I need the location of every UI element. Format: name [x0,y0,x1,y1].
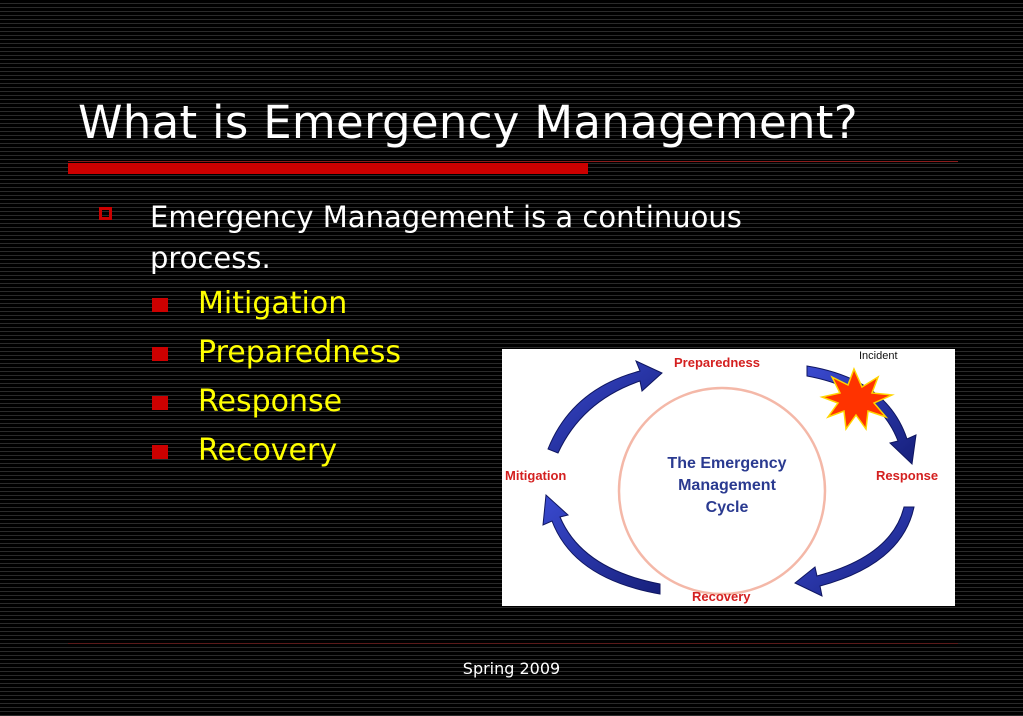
slide-title: What is Emergency Management? [78,96,858,149]
phase-list [152,284,401,480]
hollow-square-bullet-icon [99,207,112,220]
phase-list-item [152,333,401,382]
square-bullet-icon [152,445,168,459]
label-recovery: Recovery [692,589,751,604]
diagram-center-title [642,453,812,519]
footer-text: Spring 2009 [462,659,561,678]
phase-list-item [152,284,401,333]
label-mitigation: Mitigation [505,468,567,483]
phase-label: Recovery [198,433,338,468]
incident-burst-icon [822,369,892,429]
label-incident: Incident [859,350,898,362]
emergency-management-cycle-diagram [502,349,955,606]
arrow-mitigation-to-preparedness-icon [548,361,662,453]
phase-label: Response [198,384,343,419]
title-divider-thin [68,161,958,162]
center-title-line: Cycle [705,499,749,516]
title-divider-thick [68,163,588,174]
square-bullet-icon [152,298,168,312]
label-response: Response [876,468,939,483]
phase-label: Mitigation [198,286,348,321]
square-bullet-icon [152,396,168,410]
footer-divider [68,643,958,644]
phase-list-item [152,431,401,480]
center-title-line: Management [678,477,776,494]
phase-label: Preparedness [198,335,402,370]
center-title-line: The Emergency [667,455,787,472]
arrow-response-to-recovery-icon [795,507,914,596]
label-preparedness: Preparedness [674,355,760,370]
phase-list-item [152,382,401,431]
main-bullet-text: Emergency Management is a continuous process. [150,200,742,275]
square-bullet-icon [152,347,168,361]
